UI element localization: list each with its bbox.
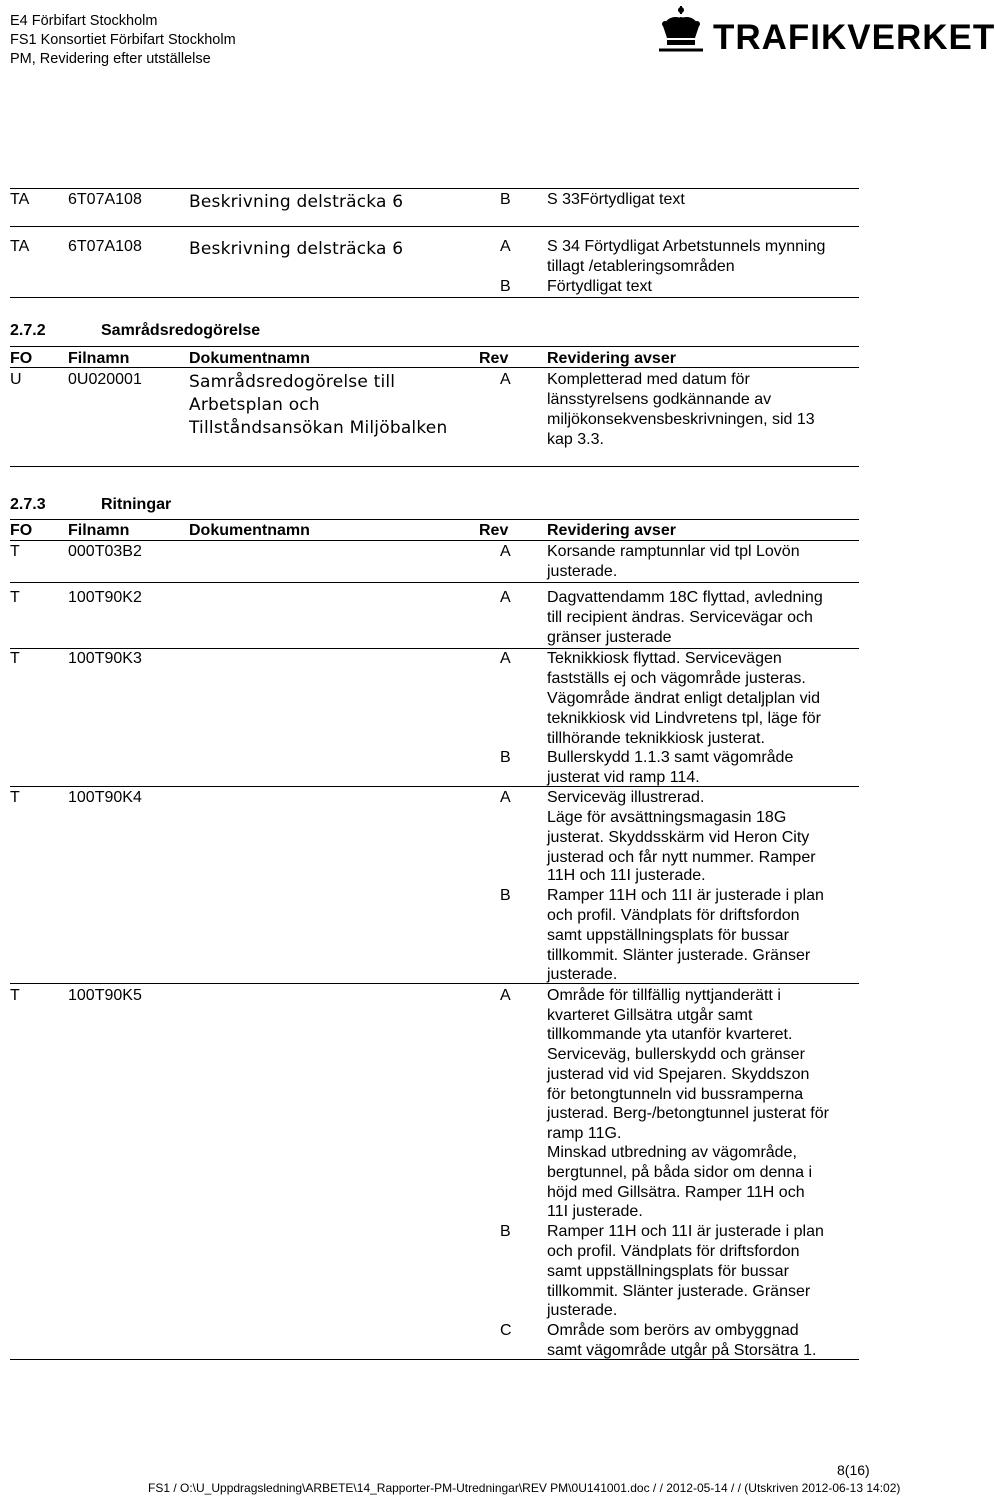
footer-path: FS1 / O:\U_Uppdragsledning\ARBETE\14_Rapporter-PM-Utredningar\REV PM\0U141001.doc / / 2012-05-14 / / (Utskriven 2012-06-13 14:02) xyxy=(148,1481,901,1495)
row-rev: A xyxy=(500,589,511,606)
section-title: Ritningar xyxy=(101,496,172,513)
row-desc: tillhörande teknikkiosk justerat. xyxy=(547,730,765,747)
row-desc: Serviceväg illustrerad. xyxy=(547,789,705,806)
row-desc: tillagt /etableringsområden xyxy=(547,258,735,275)
section-number: 2.7.2 xyxy=(10,322,46,339)
row-desc: Teknikkiosk flyttad. Servicevägen xyxy=(547,650,782,667)
row-desc: ramp 11G. xyxy=(547,1125,622,1142)
row-desc: justerad. Berg-/betongtunnel justerat för xyxy=(547,1105,829,1122)
row-desc: justerat. Skyddsskärm vid Heron City xyxy=(547,829,810,846)
row-desc: Dagvattendamm 18C flyttad, avledning xyxy=(547,589,823,606)
row-rev: A xyxy=(500,238,511,255)
row-desc: och profil. Vändplats för driftsfordon xyxy=(547,1243,800,1260)
row-fo: T xyxy=(10,987,20,1004)
row-fo: TA xyxy=(10,191,30,208)
row-desc: Vägområde ändrat enligt detaljplan vid xyxy=(547,690,821,707)
section-number: 2.7.3 xyxy=(10,496,46,513)
header-desc: Revidering avser xyxy=(547,522,676,539)
header-desc: Revidering avser xyxy=(547,350,676,367)
row-filename: 0U020001 xyxy=(68,371,142,388)
row-desc: Korsande ramptunnlar vid tpl Lovön xyxy=(547,543,800,560)
header-fo: FO xyxy=(10,350,33,367)
row-filename: 100T90K3 xyxy=(68,650,142,667)
row-filename: 100T90K2 xyxy=(68,589,142,606)
table-rule xyxy=(10,983,859,984)
header-consortium: FS1 Konsortiet Förbifart Stockholm xyxy=(10,32,236,48)
row-desc: 11H och 11I justerade. xyxy=(547,867,706,884)
header-docname: Dokumentnamn xyxy=(189,522,310,539)
row-desc: tillkommit. Slänter justerade. Gränser xyxy=(547,947,811,964)
table-rule xyxy=(10,226,859,227)
row-desc: länsstyrelsens godkännande av xyxy=(547,391,772,408)
section-title: Samrådsredogörelse xyxy=(101,322,261,339)
row-rev: B xyxy=(500,1223,511,1240)
row-desc: justerad och får nytt nummer. Ramper xyxy=(547,849,816,866)
row-desc: teknikkiosk vid Lindvretens tpl, läge för xyxy=(547,710,821,727)
header-document: PM, Revidering efter utställelse xyxy=(10,51,211,67)
row-desc: S 34 Förtydligat Arbetstunnels mynning xyxy=(547,238,826,255)
row-docname: Beskrivning delsträcka 6 xyxy=(189,239,404,259)
table-rule xyxy=(10,367,859,368)
row-docname: Tillståndsansökan Miljöbalken xyxy=(189,418,448,438)
table-rule xyxy=(10,466,859,467)
row-filename: 6T07A108 xyxy=(68,238,142,255)
header-fo: FO xyxy=(10,522,33,539)
row-filename: 6T07A108 xyxy=(68,191,142,208)
row-desc: samt uppställningsplats för bussar xyxy=(547,1263,789,1280)
row-desc: Läge för avsättningsmagasin 18G xyxy=(547,809,787,826)
row-desc: justerat vid ramp 114. xyxy=(547,769,700,786)
row-fo: TA xyxy=(10,238,30,255)
row-filename: 100T90K5 xyxy=(68,987,142,1004)
row-fo: T xyxy=(10,543,20,560)
row-fo: U xyxy=(10,371,22,388)
row-desc: för betongtunneln vid bussramperna xyxy=(547,1086,804,1103)
row-desc: Ramper 11H och 11I är justerade i plan xyxy=(547,887,824,904)
row-rev: A xyxy=(500,650,511,667)
row-desc: kvarteret Gillsätra utgår samt xyxy=(547,1007,753,1024)
row-fo: T xyxy=(10,589,20,606)
row-rev: C xyxy=(500,1322,512,1339)
row-desc: justerad vid vid Spejaren. Skyddszon xyxy=(547,1066,810,1083)
row-desc: kap 3.3. xyxy=(547,431,604,448)
row-rev: B xyxy=(500,749,511,766)
row-docname: Samrådsredogörelse till xyxy=(189,372,396,392)
row-desc: Område för tillfällig nyttjanderätt i xyxy=(547,987,781,1004)
row-desc: Serviceväg, bullerskydd och gränser xyxy=(547,1046,805,1063)
row-desc: bergtunnel, på båda sidor om denna i xyxy=(547,1164,813,1181)
table-rule xyxy=(10,346,859,347)
row-rev: A xyxy=(500,371,511,388)
row-desc: Kompletterad med datum för xyxy=(547,371,750,388)
table-rule xyxy=(10,188,859,189)
row-desc: miljökonsekvensbeskrivningen, sid 13 xyxy=(547,411,815,428)
page-number: 8(16) xyxy=(837,1462,870,1478)
row-docname: Arbetsplan och xyxy=(189,395,320,415)
row-desc: samt uppställningsplats för bussar xyxy=(547,927,789,944)
row-rev: B xyxy=(500,887,511,904)
crown-icon xyxy=(655,4,707,56)
row-fo: T xyxy=(10,789,20,806)
row-desc: till recipient ändras. Servicevägar och xyxy=(547,609,813,626)
table-rule xyxy=(10,519,859,520)
row-desc: 11I justerade. xyxy=(547,1203,643,1220)
row-desc: gränser justerade xyxy=(547,629,672,646)
row-filename: 100T90K4 xyxy=(68,789,142,806)
row-desc: justerade. xyxy=(547,1302,618,1319)
header-filename: Filnamn xyxy=(68,350,130,367)
table-rule xyxy=(10,1359,859,1360)
document-header xyxy=(10,12,236,69)
header-docname: Dokumentnamn xyxy=(189,350,310,367)
logo-wordmark: TRAFIKVERKET xyxy=(713,18,995,57)
row-desc: S 33Förtydligat text xyxy=(547,191,685,208)
row-desc: tillkommit. Slänter justerade. Gränser xyxy=(547,1283,811,1300)
row-desc: fastställs ej och vägområde justeras. xyxy=(547,670,806,687)
row-rev: B xyxy=(500,278,511,295)
row-desc: samt vägområde utgår på Storsätra 1. xyxy=(547,1342,817,1359)
row-desc: Ramper 11H och 11I är justerade i plan xyxy=(547,1223,824,1240)
header-filename: Filnamn xyxy=(68,522,130,539)
row-desc: höjd med Gillsätra. Ramper 11H och xyxy=(547,1184,805,1201)
row-desc: Område som berörs av ombyggnad xyxy=(547,1322,799,1339)
row-desc: justerade. xyxy=(547,966,618,983)
header-rev: Rev xyxy=(479,522,509,539)
row-desc: tillkommande yta utanför kvarteret. xyxy=(547,1026,793,1043)
table-rule xyxy=(10,582,859,583)
row-desc: Förtydligat text xyxy=(547,278,652,295)
row-rev: B xyxy=(500,191,511,208)
header-project: E4 Förbifart Stockholm xyxy=(10,13,158,29)
row-rev: A xyxy=(500,987,511,1004)
row-desc: och profil. Vändplats för driftsfordon xyxy=(547,907,800,924)
table-rule xyxy=(10,540,859,541)
row-rev: A xyxy=(500,789,511,806)
trafikverket-logo xyxy=(655,4,995,57)
row-filename: 000T03B2 xyxy=(68,543,142,560)
row-desc: justerade. xyxy=(547,563,618,580)
header-rev: Rev xyxy=(479,350,509,367)
table-rule xyxy=(10,786,859,787)
row-docname: Beskrivning delsträcka 6 xyxy=(189,192,404,212)
row-desc: Minskad utbredning av vägområde, xyxy=(547,1144,797,1161)
row-fo: T xyxy=(10,650,20,667)
table-rule xyxy=(10,297,859,298)
row-rev: A xyxy=(500,543,511,560)
row-desc: Bullerskydd 1.1.3 samt vägområde xyxy=(547,749,794,766)
